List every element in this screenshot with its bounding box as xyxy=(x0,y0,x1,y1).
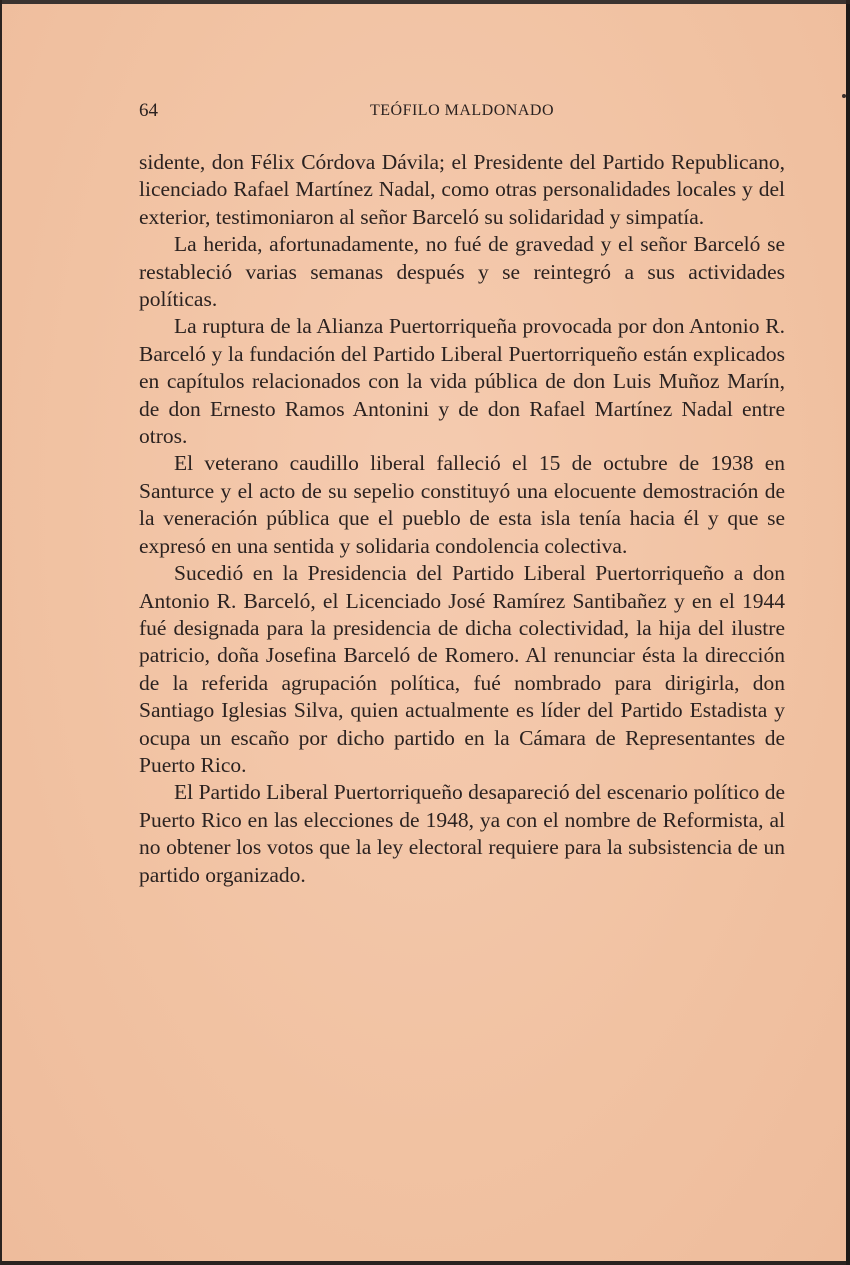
ink-speck xyxy=(842,94,846,98)
book-page xyxy=(2,0,846,1261)
body-text xyxy=(139,149,785,889)
paragraph-3: La ruptura de la Alianza Puertorriqueña provocada por don Antonio R. Barceló y la fundación del Partido Liberal Puertorriqueño están explicados en capítulos relacionados con la vida pública de don Luis Muñoz Marín, de don Ernesto Ramos Antonini y de don Rafael Martínez Nadal entre otros. xyxy=(139,314,785,449)
page-header xyxy=(139,100,785,128)
page-edge-shadow xyxy=(846,4,850,1265)
paragraph-2: La herida, afortunadamente, no fué de gravedad y el señor Barceló se restableció varias semanas después y se reintegró a sus actividades políticas. xyxy=(139,232,785,312)
paragraph-5: Sucedió en la Presidencia del Partido Liberal Puertorriqueño a don Antonio R. Barceló, el Licenciado José Ramírez Santibañez y en el 1944 fué designada para la presidencia de dicha colectividad, la hija del ilustre patricio, doña Josefina Barceló de Romero. Al renunciar ésta la dirección de la referida agrupación política, fué nombrado para dirigirla, don Santiago Iglesias Silva, quien actualmente es líder del Partido Estadista y ocupa un escaño por dicho partido en la Cámara de Representantes de Puerto Rico. xyxy=(139,561,785,777)
running-head: TEÓFILO MALDONADO xyxy=(369,102,555,119)
page-number: 64 xyxy=(139,100,158,121)
paragraph-1: sidente, don Félix Córdova Dávila; el Presidente del Partido Republicano, licenciado Rafael Martínez Nadal, como otras personalidades locales y del exterior, testimoniaron al señor Barceló su solidaridad y simpatía. xyxy=(139,150,785,229)
paragraph-4: El veterano caudillo liberal falleció el 15 de octubre de 1938 en Santurce y el acto de su sepelio constituyó una elocuente demostración de la veneración pública que el pueblo de esta isla tenía hacia él y que se expresó en una sentida y solidaria condolencia colectiva. xyxy=(139,451,785,558)
paragraph-6: El Partido Liberal Puertorriqueño desapareció del escenario político de Puerto Rico en las elecciones de 1948, ya con el nombre de Reformista, al no obtener los votos que la ley electoral requiere para la subsistencia de un partido organizado. xyxy=(139,780,785,887)
